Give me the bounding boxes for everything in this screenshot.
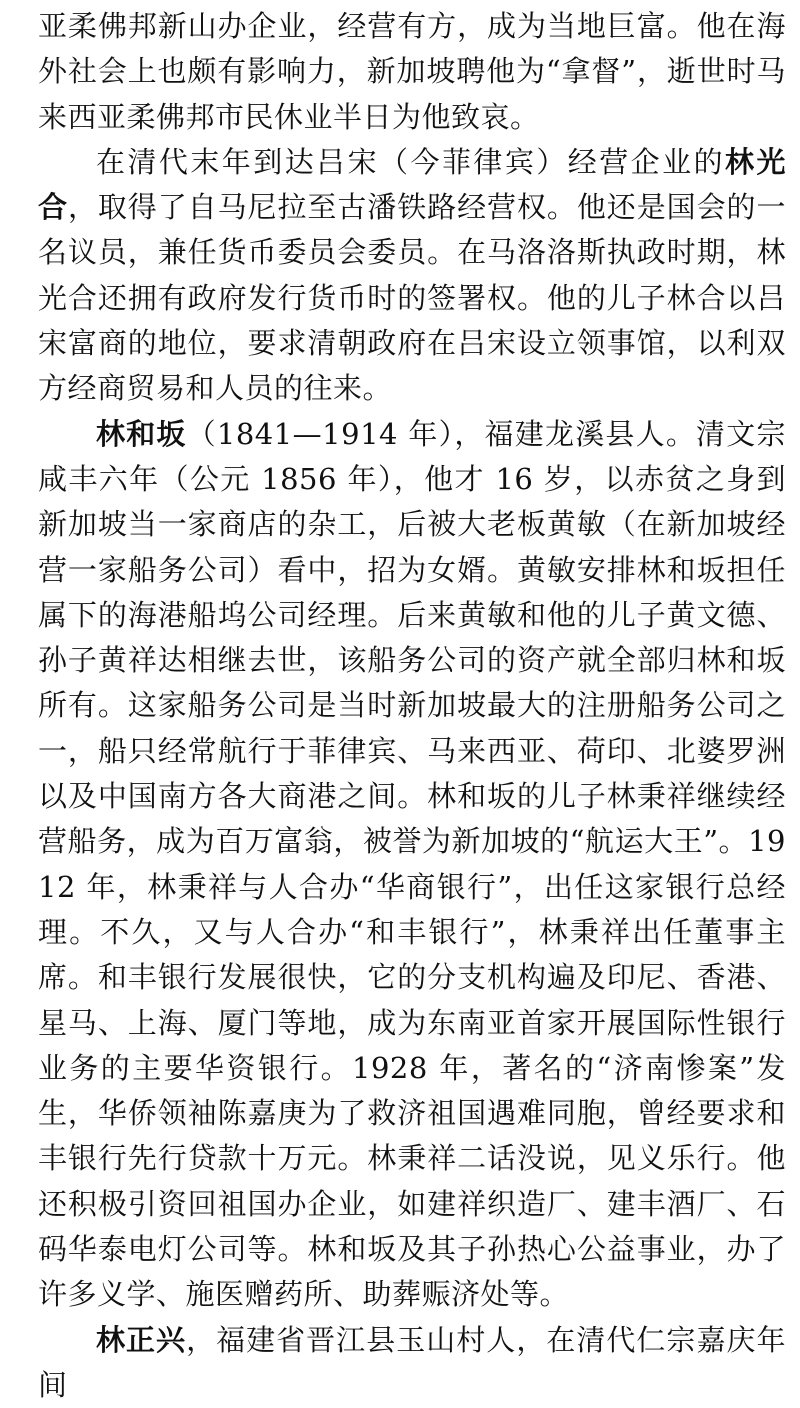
paragraph-lin-zhengxing bbox=[38, 1318, 786, 1408]
paragraph-text: ，取得了自马尼拉至古潘铁路经营权。他还是国会的一名议员，兼任货币委员会委员。在马洛洛斯执政时期，林光合还拥有政府发行货币时的签署权。他的儿子林合以吕宋富商的地位，要求清朝政府在吕宋设立领事馆，以利双方经商贸易和人员的往来。 bbox=[38, 190, 786, 406]
paragraph-lin-heban bbox=[38, 412, 786, 1318]
paragraph-text: （1841—1914 年），福建龙溪县人。清文宗咸丰六年（公元 1856 年），他才 16 岁，以赤贫之身到新加坡当一家商店的杂工，后被大老板黄敏（在新加坡经营一家船务公司）看中，招为女婿。黄敏安排林和坂担任属下的海港船坞公司经理。后来黄敏和他的儿子黄文德、孙子黄祥达相继去世，该船务公司的资产就全部归林和坂所有。这家船务公司是当时新加坡最大的注册船务公司之一，船只经常航行于菲律宾、马来西亚、荷印、北婆罗洲以及中国南方各大商港之间。林和坂的儿子林秉祥继续经营船务，成为百万富翁，被誉为新加坡的“航运大王”。1912 年，林秉祥与人合办“华商银行”，出任这家银行总经理。不久，又与人合办“和丰银行”，林秉祥出任董事主席。和丰银行发展很快，它的分支机构遍及印尼、香港、星马、上海、厦门等地，成为东南亚首家开展国际性银行业务的主要华资银行。1928 年，著名的“济南惨案”发生，华侨领袖陈嘉庚为了救济祖国遇难同胞，曾经要求和丰银行先行贷款十万元。林秉祥二话没说，见义乐行。他还积极引资回祖国办企业，如建祥织造厂、建丰酒厂、石码华泰电灯公司等。林和坂及其子孙热心公益事业，办了许多义学、施医赠药所、助葬赈济处等。 bbox=[38, 416, 786, 1312]
paragraph-lead-text: 在清代末年到达吕宋（今菲律宾）经营企业的 bbox=[96, 144, 726, 179]
paragraph-text: ，福建省晋江县玉山村人，在清代仁宗嘉庆年间 bbox=[38, 1322, 786, 1402]
paragraph-lin-guanghe bbox=[38, 140, 786, 412]
person-name-bold: 林和坂 bbox=[96, 416, 187, 451]
person-name-bold: 林正兴 bbox=[96, 1322, 187, 1357]
person-name-bold: 林光合 bbox=[38, 144, 786, 225]
paragraph-text: 亚柔佛邦新山办企业，经营有方，成为当地巨富。他在海外社会上也颇有影响力，新加坡聘他为“拿督”，逝世时马来西亚柔佛邦市民休业半日为他致哀。 bbox=[38, 9, 786, 134]
paragraph-continuation bbox=[38, 4, 786, 140]
